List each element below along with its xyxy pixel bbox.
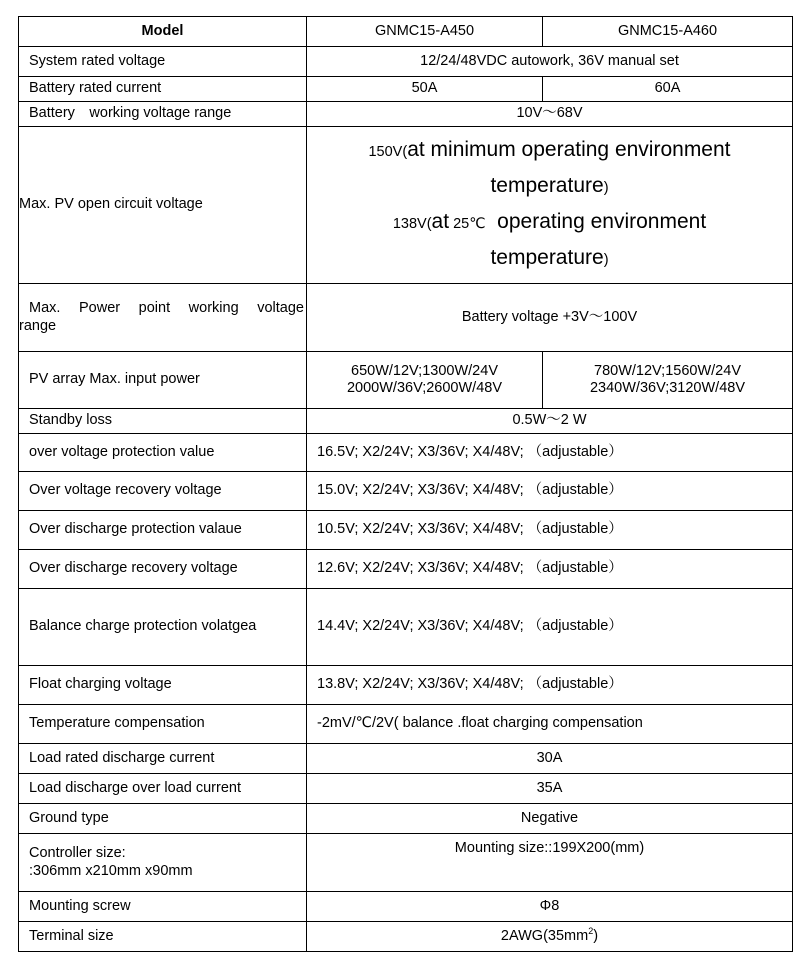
- table-row: [19, 744, 793, 774]
- row-value-b: [543, 352, 793, 409]
- row-label: Float charging voltage: [19, 666, 307, 705]
- row-label: Ground type: [19, 804, 307, 834]
- value-line: 780W/12V;1560W/24V: [594, 362, 741, 379]
- pv-open-value-part: temperature: [490, 174, 604, 197]
- value-line: 2000W/36V;2600W/48V: [346, 380, 503, 396]
- table-row: [19, 550, 793, 589]
- row-label: Mounting screw: [19, 892, 307, 922]
- pv-open-value-part: 150V(: [368, 144, 408, 160]
- table-row: [19, 102, 793, 127]
- row-label: System rated voltage: [19, 47, 307, 77]
- terminal-size-main: 2AWG(35mm: [500, 927, 589, 944]
- pv-open-value-part: 25℃: [449, 216, 486, 232]
- row-label: Over discharge protection valaue: [19, 511, 307, 550]
- row-value: 16.5V; X2/24V; X3/36V; X4/48V; （adjustable）: [307, 434, 793, 472]
- table-row: [19, 409, 793, 434]
- row-value: 14.4V; X2/24V; X3/36V; X4/48V; （adjustable）: [307, 589, 793, 666]
- table-row: [19, 127, 793, 284]
- table-row: [19, 666, 793, 705]
- row-label: Balance charge protection volatgea: [19, 589, 307, 666]
- value-line: 2340W/36V;3120W/48V: [589, 380, 746, 396]
- label-word: Power: [78, 300, 121, 317]
- pv-open-value-part: operating environment: [485, 210, 707, 233]
- table-row: [19, 434, 793, 472]
- row-value: 15.0V; X2/24V; X3/36V; X4/48V; （adjustable）: [307, 472, 793, 511]
- row-value: Battery voltage +3V～100V: [307, 284, 793, 352]
- model-label: Model: [19, 17, 307, 47]
- row-value: 12/24/48VDC autowork, 36V manual set: [307, 47, 793, 77]
- row-value: Φ8: [307, 892, 793, 922]
- row-value-a: [307, 352, 543, 409]
- header-row: [19, 17, 793, 47]
- label-line: Controller size:: [29, 845, 126, 862]
- row-label: Over discharge recovery voltage: [19, 550, 307, 589]
- pv-open-value-part: temperature: [490, 246, 604, 269]
- row-label: Terminal size: [19, 922, 307, 952]
- row-label: Load rated discharge current: [19, 744, 307, 774]
- table-row: [19, 352, 793, 409]
- value-line: 650W/12V;1300W/24V: [351, 362, 498, 379]
- row-label: Battery working voltage range: [19, 102, 307, 127]
- model-b: GNMC15-A460: [543, 17, 793, 47]
- pv-open-value-part: ): [603, 180, 609, 196]
- label-word: range: [19, 317, 57, 334]
- row-label: Max. PV open circuit voltage: [19, 127, 307, 284]
- table-row: [19, 834, 793, 892]
- table-row: [19, 511, 793, 550]
- row-value: 10.5V; X2/24V; X3/36V; X4/48V; （adjustable）: [307, 511, 793, 550]
- model-a: GNMC15-A450: [307, 17, 543, 47]
- row-label: Load discharge over load current: [19, 774, 307, 804]
- pv-open-value-part: at: [431, 210, 450, 233]
- table-row: [19, 705, 793, 744]
- row-value: Negative: [307, 804, 793, 834]
- row-value: 12.6V; X2/24V; X3/36V; X4/48V; （adjustable）: [307, 550, 793, 589]
- table-row: [19, 892, 793, 922]
- row-value: 30A: [307, 744, 793, 774]
- row-label: PV array Max. input power: [19, 352, 307, 409]
- row-value: 35A: [307, 774, 793, 804]
- pv-open-value-part: at minimum operating environment: [407, 138, 731, 161]
- row-label: [19, 284, 307, 352]
- row-label: Standby loss: [19, 409, 307, 434]
- row-value-a: 50A: [307, 77, 543, 102]
- row-label: [19, 834, 307, 892]
- table-row: [19, 804, 793, 834]
- terminal-size-end: ): [593, 927, 599, 944]
- label-word: Max.: [29, 300, 61, 317]
- label-word: voltage: [257, 300, 304, 317]
- row-value: -2mV/℃/2V( balance .float charging compensation: [307, 705, 793, 744]
- table-row: [19, 47, 793, 77]
- label-line: :306mm x210mm x90mm: [29, 862, 193, 879]
- label-word: working: [188, 300, 239, 317]
- row-value: [307, 922, 793, 952]
- pv-open-circuit-value: [307, 127, 793, 284]
- row-label: Temperature compensation: [19, 705, 307, 744]
- terminal-size-sup: 2: [588, 925, 594, 936]
- row-value: 13.8V; X2/24V; X3/36V; X4/48V; （adjustable）: [307, 666, 793, 705]
- table-row: [19, 284, 793, 352]
- table-row: [19, 589, 793, 666]
- row-label: Over voltage recovery voltage: [19, 472, 307, 511]
- table-row: [19, 774, 793, 804]
- table-row: [19, 77, 793, 102]
- table-row: [19, 472, 793, 511]
- row-value: Mounting size::199X200(mm): [307, 834, 793, 892]
- row-value-b: 60A: [543, 77, 793, 102]
- pv-open-value-part: 138V(: [392, 216, 432, 232]
- row-value: 0.5W～2 W: [307, 409, 793, 434]
- row-label: Battery rated current: [19, 77, 307, 102]
- table-row: [19, 922, 793, 952]
- spec-table: [18, 16, 793, 952]
- pv-open-value-part: ): [603, 252, 609, 268]
- row-label: over voltage protection value: [19, 434, 307, 472]
- row-value: 10V～68V: [307, 102, 793, 127]
- label-word: point: [138, 300, 171, 317]
